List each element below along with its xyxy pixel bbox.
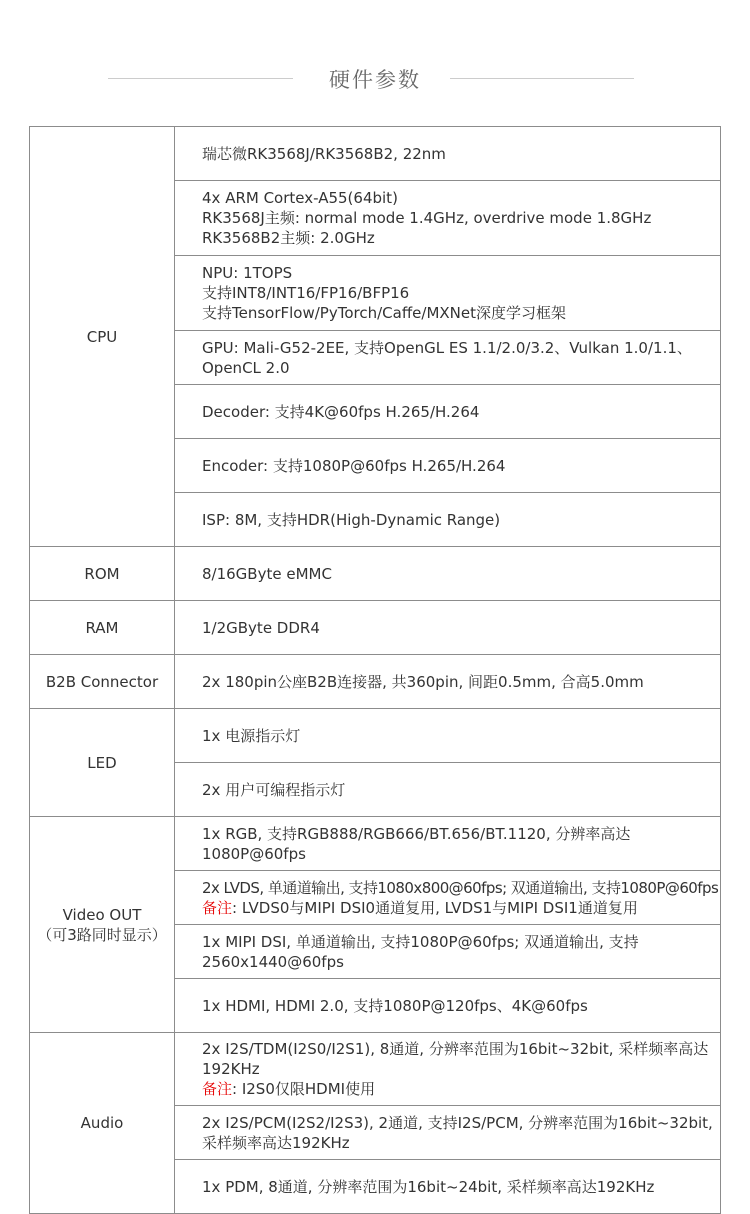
spec-line: 2x I2S/PCM(I2S2/I2S3), 2通道, 支持I2S/PCM, 分辨率范围为16bit~32bit, 采样频率高达192KHz bbox=[202, 1113, 713, 1152]
spec-line: RK3568J主频: normal mode 1.4GHz, overdrive mode 1.8GHz bbox=[202, 209, 652, 227]
note-label: 备注 bbox=[202, 898, 233, 917]
spec-cell bbox=[175, 655, 721, 709]
spec-cell bbox=[175, 547, 721, 601]
spec-cell bbox=[175, 1160, 721, 1214]
spec-line: Decoder: 支持4K@60fps H.265/H.264 bbox=[202, 402, 480, 421]
spec-cell bbox=[175, 925, 721, 979]
table-row bbox=[30, 601, 721, 655]
note-text: : I2S0仅限HDMI使用 bbox=[232, 1080, 376, 1098]
spec-line: 1x 电源指示灯 bbox=[202, 726, 301, 745]
spec-cell bbox=[175, 331, 721, 385]
spec-cell bbox=[175, 181, 721, 256]
spec-line: 2x LVDS, 单通道输出, 支持1080x800@60fps; 双通道输出, 支持1080P@60fps bbox=[202, 878, 719, 897]
table-row bbox=[30, 709, 721, 763]
spec-line: 1/2GByte DDR4 bbox=[202, 618, 320, 637]
spec-cell bbox=[175, 493, 721, 547]
spec-cell bbox=[175, 871, 721, 925]
spec-note bbox=[202, 1079, 716, 1099]
spec-note bbox=[202, 898, 720, 918]
spec-line: NPU: 1TOPS bbox=[202, 264, 293, 282]
group-label-ram bbox=[30, 601, 175, 655]
spec-line: RK3568B2主频: 2.0GHz bbox=[202, 229, 375, 247]
group-name: RAM bbox=[85, 618, 119, 637]
group-label-rom bbox=[30, 547, 175, 601]
spec-cell bbox=[175, 979, 721, 1033]
heading-divider-right bbox=[450, 78, 634, 79]
spec-cell bbox=[175, 385, 721, 439]
note-text: : LVDS0与MIPI DSI0通道复用, LVDS1与MIPI DSI1通道复用 bbox=[232, 898, 638, 917]
table-row bbox=[30, 655, 721, 709]
table-row bbox=[30, 547, 721, 601]
spec-cell bbox=[175, 601, 721, 655]
spec-line: GPU: Mali-G52-2EE, 支持OpenGL ES 1.1/2.0/3.2、Vulkan 1.0/1.1、OpenCL 2.0 bbox=[202, 338, 692, 377]
spec-cell bbox=[175, 763, 721, 817]
group-name: Audio bbox=[80, 1114, 124, 1132]
spec-line: 瑞芯微RK3568J/RK3568B2, 22nm bbox=[202, 144, 446, 163]
hardware-spec-table bbox=[29, 126, 721, 1214]
group-label-audio bbox=[30, 1033, 175, 1214]
spec-line: 1x MIPI DSI, 单通道输出, 支持1080P@60fps; 双通道输出, 支持2560x1440@60fps bbox=[202, 932, 639, 971]
spec-cell bbox=[175, 439, 721, 493]
group-name: Video OUT bbox=[62, 905, 142, 924]
group-name: ROM bbox=[84, 564, 120, 583]
group-name: CPU bbox=[86, 327, 118, 346]
spec-line: 支持INT8/INT16/FP16/BFP16 bbox=[202, 284, 410, 302]
spec-line: 8/16GByte eMMC bbox=[202, 564, 332, 583]
spec-line: 2x 用户可编程指示灯 bbox=[202, 780, 346, 799]
spec-line: 2x I2S/TDM(I2S0/I2S1), 8通道, 分辨率范围为16bit~32bit, 采样频率高达192KHz bbox=[202, 1040, 709, 1078]
section-title: 硬件参数 bbox=[329, 68, 421, 92]
group-subname: （可3路同时显示） bbox=[37, 925, 167, 944]
group-label-led bbox=[30, 709, 175, 817]
spec-line: ISP: 8M, 支持HDR(High-Dynamic Range) bbox=[202, 510, 501, 529]
spec-cell bbox=[175, 817, 721, 871]
note-label: 备注 bbox=[202, 1080, 233, 1098]
spec-cell bbox=[175, 1033, 721, 1106]
spec-cell bbox=[175, 127, 721, 181]
spec-line: 4x ARM Cortex-A55(64bit) bbox=[202, 189, 398, 207]
spec-line: 1x RGB, 支持RGB888/RGB666/BT.656/BT.1120, 分辨率高达1080P@60fps bbox=[202, 824, 631, 863]
spec-line: 支持TensorFlow/PyTorch/Caffe/MXNet深度学习框架 bbox=[202, 304, 566, 322]
table-row bbox=[30, 817, 721, 871]
section-heading bbox=[0, 60, 750, 98]
group-name: B2B Connector bbox=[45, 672, 159, 691]
spec-line: 1x PDM, 8通道, 分辨率范围为16bit~24bit, 采样频率高达192KHz bbox=[202, 1177, 655, 1196]
spec-cell bbox=[175, 709, 721, 763]
table-row bbox=[30, 127, 721, 181]
spec-line: 2x 180pin公座B2B连接器, 共360pin, 间距0.5mm, 合高5.0mm bbox=[202, 672, 644, 691]
spec-line: 1x HDMI, HDMI 2.0, 支持1080P@120fps、4K@60fps bbox=[202, 996, 588, 1015]
group-label-video-out bbox=[30, 817, 175, 1033]
group-label-cpu bbox=[30, 127, 175, 547]
group-name: LED bbox=[87, 753, 117, 772]
group-label-b2b-connector bbox=[30, 655, 175, 709]
table-row bbox=[30, 1033, 721, 1106]
spec-cell bbox=[175, 256, 721, 331]
spec-line: Encoder: 支持1080P@60fps H.265/H.264 bbox=[202, 456, 506, 475]
spec-cell bbox=[175, 1106, 721, 1160]
